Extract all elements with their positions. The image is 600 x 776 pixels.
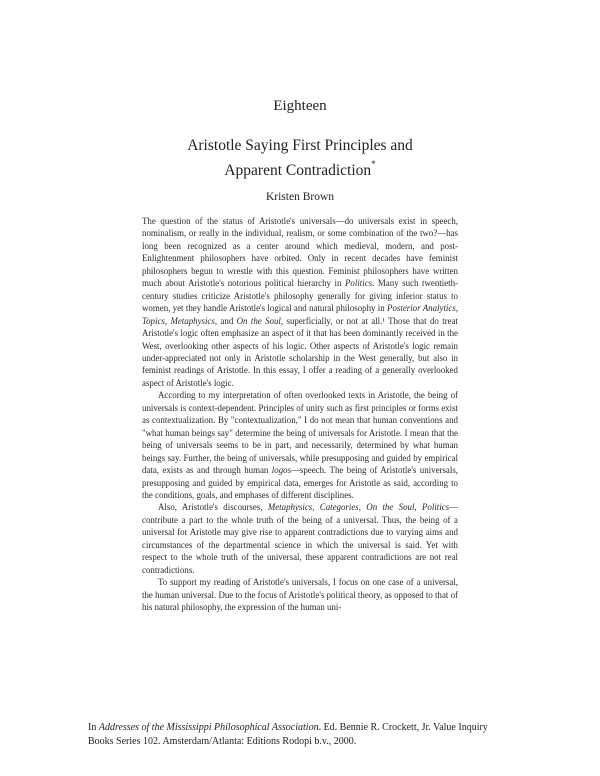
text-run: , and — [214, 315, 237, 326]
title-line-2-text: Apparent Contradiction — [224, 162, 372, 180]
footer-editor: . Ed. Bennie R. Crockett, Jr. Value Inquiry — [318, 722, 488, 733]
italic-title: Posterior Analytics, Topics, Metaphysics — [142, 303, 458, 326]
footer-line-2: Books Series 102. Amsterdam/Atlanta: Editions Rodopi b.v., 2000. — [88, 736, 357, 747]
paragraph — [142, 576, 458, 613]
italic-title: Politics — [345, 278, 373, 289]
italic-title: logos — [271, 465, 292, 476]
title-line-1: Aristotle Saying First Principles and — [187, 137, 413, 154]
text-run: , superficially, or not at all.¹ Those that do treat Aristotle's logic often emphasize an aspect of it that has been dominantly received in the West, overlooking other aspects of his logic. Other aspects of Aristotle's logic remain under-appreciated not only in Aristotle scholarship in the West generally, but also in feminist readings of Aristotle. In this essay, I offer a reading of a generally overlooked aspect of Aristotle's logic. — [142, 315, 458, 388]
text-run: —speech. The being of Aristotle's universals, presupposing and guided by empirical data, emerges for Aristotle as said, according to the conditions, goals, and emphases of different disciplines. — [142, 465, 459, 500]
paragraph — [142, 501, 458, 576]
italic-title: On the Soul — [236, 315, 281, 326]
author-name: Kristen Brown — [265, 191, 335, 203]
italic-title: Metaphysics, Categories, On the Soul, Politics — [267, 502, 450, 513]
text-run: The question of the status of Aristotle's universals—do universals exist in speech, nominalism, or really in the individual, realism, or some combination of the two?—has long been recognized as a center around which medieval, modern, and post-Enlightenment philosophers have orbited. Only in recent decades have feminist philosophers begun to wrestle with this question. Feminist philosophers have written much about Aristotle's notorious political hierarchy in — [142, 216, 458, 289]
footer-series-title: Addresses of the Mississippi Philosophical Association — [98, 722, 319, 733]
title-line-2 — [0, 156, 600, 181]
text-run: According to my interpretation of often overlooked texts in Aristotle, the being of universals is context-dependent. Principles of unity such as first principles or forms exist as contextualization. By "contextualization," I do not mean that human conventions and "what human beings say" determine the being of universals for Aristotle. I mean that the being of universals seems to be in part, and necessarily, determined by what human beings say. Further, the being of universals, while presupposing and guided by empirical data, exists as and through human — [142, 390, 458, 476]
text-run: To support my reading of Aristotle's universals, I focus on one case of a universal, the human universal. Due to the focus of Aristotle's political theory, as opposed to that of his natural philosophy, the expression of the human uni- — [142, 577, 458, 613]
chapter-title — [0, 136, 600, 181]
text-run: Also, Aristotle's discourses, — [158, 502, 268, 513]
chapter-number: Eighteen — [273, 98, 327, 114]
body-text — [142, 215, 458, 614]
text-run: . Many such twentieth-century studies criticize Aristotle's philosophy generally for giving inferior status to women, yet they handle Aristotle's logical and natural philosophy in — [142, 278, 458, 314]
paragraph — [142, 389, 458, 501]
paragraph — [142, 215, 458, 389]
footer-line-1 — [88, 721, 528, 735]
footer-prefix: In — [88, 722, 99, 733]
title-footnote-mark: * — [371, 159, 376, 169]
publication-footer — [88, 721, 528, 749]
text-run: —contribute a part to the whole truth of the being of a universal. Thus, the being of a universal for Aristotle may give rise to apparent contradictions due to varying aims and circumstances of the departmental science in which the universal is said. Yet with respect to the whole truth of the universal, these apparent contradictions are not real contradictions. — [142, 502, 458, 575]
